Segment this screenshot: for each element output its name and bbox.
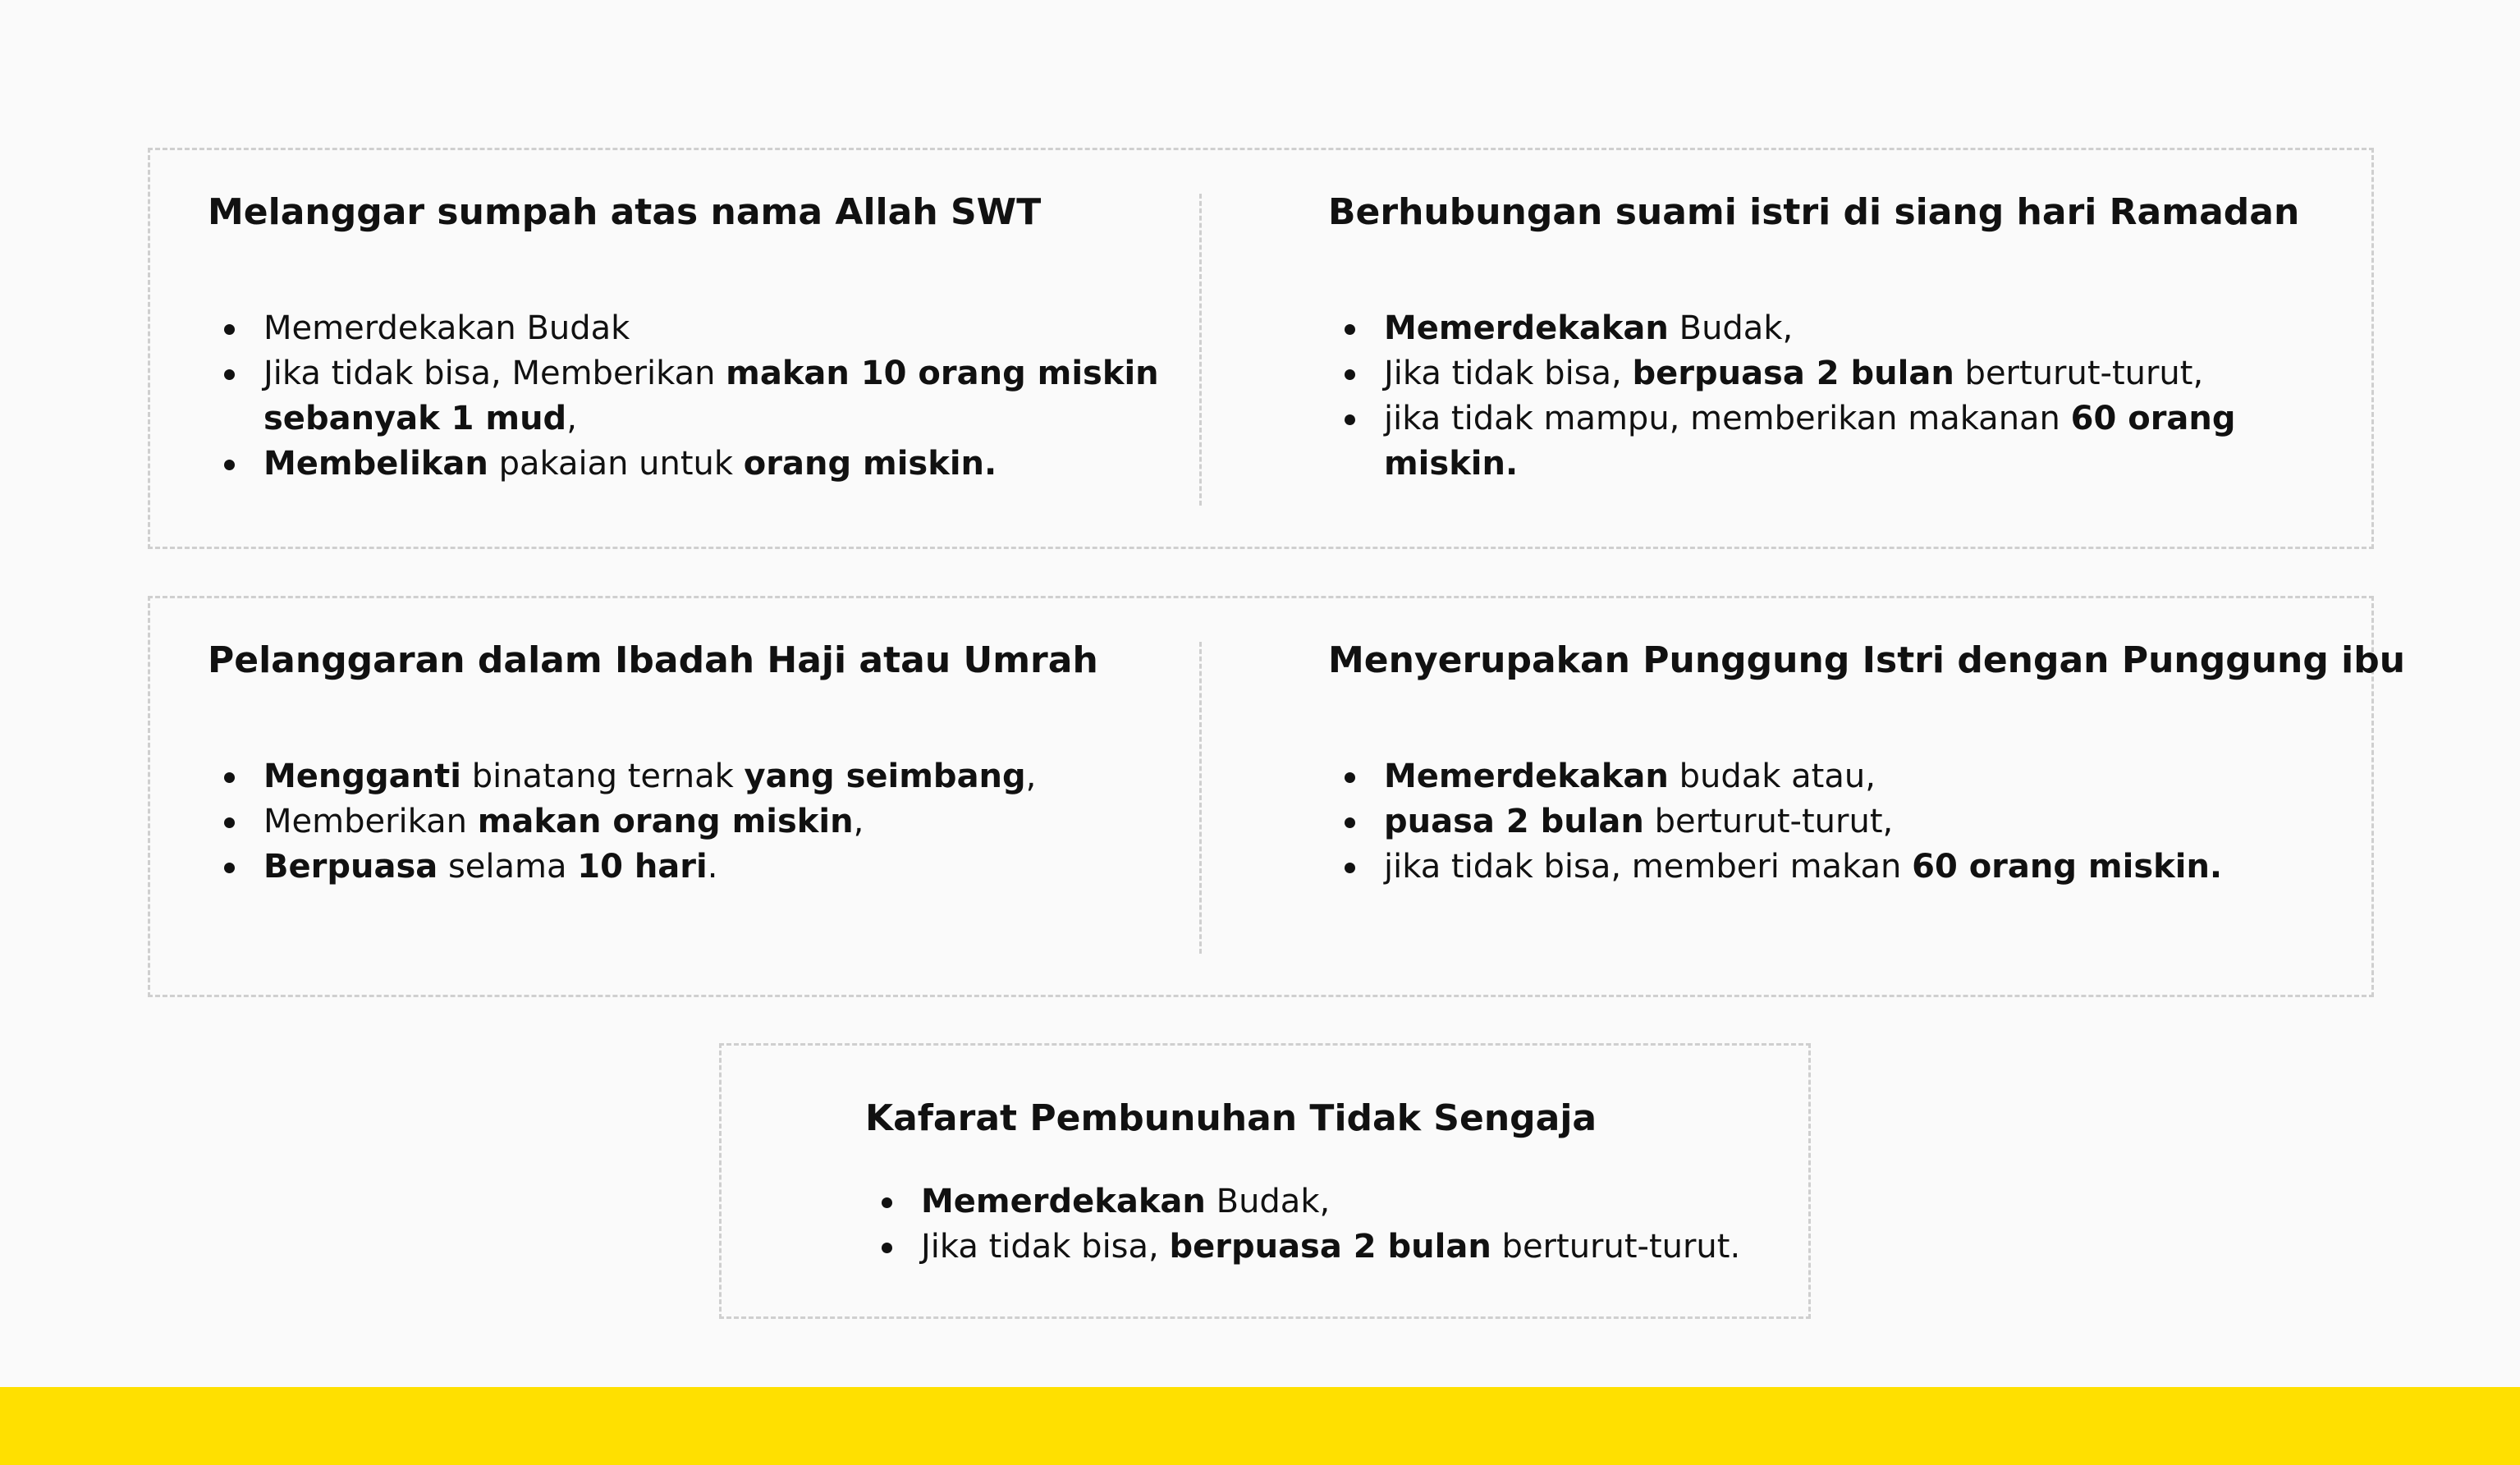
card-top [148, 148, 2374, 549]
item-list [1328, 754, 2362, 890]
bold-text: makan 10 orang miskin sebanyak 1 mud [263, 355, 1159, 437]
bullet-icon [224, 817, 235, 828]
bullet-icon [224, 324, 235, 335]
bullet-icon [882, 1197, 892, 1208]
item-text: Jika tidak bisa, [921, 1228, 1170, 1266]
item-text: , [1025, 758, 1037, 795]
item-text: , [566, 400, 577, 437]
list-item [208, 754, 1160, 799]
footer-accent-bar [0, 1387, 2520, 1465]
section-title: Kafarat Pembunuhan Tidak Sengaja [865, 1097, 1597, 1139]
list-item [208, 799, 1160, 845]
bold-text: Membelikan [263, 445, 488, 483]
item-list [208, 306, 1160, 487]
bullet-icon [224, 772, 235, 783]
bullet-icon [1345, 817, 1355, 828]
bold-text: Memerdekakan [921, 1183, 1206, 1220]
bullet-icon [224, 369, 235, 380]
item-text: berturut-turut, [1643, 803, 1894, 840]
list-item [1328, 845, 2362, 890]
bold-text: Berpuasa [263, 848, 438, 886]
bold-text: berpuasa 2 bulan [1169, 1228, 1491, 1266]
item-text: Jika tidak bisa, Memberikan [263, 355, 726, 392]
item-text: Budak, [1205, 1183, 1331, 1220]
bullet-icon [1345, 772, 1355, 783]
bold-text: 10 hari [577, 848, 708, 886]
card-bottom [719, 1043, 1811, 1319]
list-item [208, 306, 1160, 351]
item-text: Memberikan [263, 803, 478, 840]
item-text: , [853, 803, 864, 840]
list-item [1328, 396, 2362, 487]
column-divider [1199, 194, 1202, 506]
bold-text: 60 orang miskin. [1384, 400, 2236, 483]
list-item [865, 1225, 1768, 1270]
bold-text: Memerdekakan [1384, 309, 1669, 347]
bullet-icon [224, 460, 235, 470]
item-list [865, 1179, 1768, 1270]
list-item [1328, 799, 2362, 845]
list-item [208, 845, 1160, 890]
list-item [1328, 306, 2362, 351]
section-title: Menyerupakan Punggung Istri dengan Punggung ibu [1328, 639, 2406, 681]
bold-text: orang miskin. [743, 445, 997, 483]
section-title: Melanggar sumpah atas nama Allah SWT [208, 191, 1042, 233]
column-divider [1199, 642, 1202, 954]
item-text: berturut-turut. [1491, 1228, 1741, 1266]
list-item [208, 351, 1160, 442]
item-text: berturut-turut, [1954, 355, 2204, 392]
bold-text: puasa 2 bulan [1384, 803, 1644, 840]
bold-text: yang seimbang [744, 758, 1026, 795]
bullet-icon [882, 1243, 892, 1253]
bullet-icon [224, 863, 235, 873]
section-title: Berhubungan suami istri di siang hari Ramadan [1328, 191, 2300, 233]
item-text: pakaian untuk [488, 445, 744, 483]
item-text: selama [438, 848, 578, 886]
item-text: binatang ternak [460, 758, 745, 795]
bullet-icon [1345, 863, 1355, 873]
item-text: jika tidak mampu, memberikan makanan [1384, 400, 2071, 437]
item-text: . [707, 848, 718, 886]
list-item [1328, 351, 2362, 396]
bold-text: makan orang miskin [477, 803, 854, 840]
item-list [208, 754, 1160, 890]
bold-text: Mengganti [263, 758, 461, 795]
section-title: Pelanggaran dalam Ibadah Haji atau Umrah [208, 639, 1098, 681]
bullet-icon [1345, 369, 1355, 380]
item-text: Memerdekakan Budak [263, 309, 630, 347]
item-text: jika tidak bisa, memberi makan [1384, 848, 1913, 886]
list-item [865, 1179, 1768, 1225]
list-item [1328, 754, 2362, 799]
card-middle [148, 596, 2406, 997]
bullet-icon [1345, 414, 1355, 425]
item-text: Budak, [1668, 309, 1794, 347]
item-list [1328, 306, 2362, 487]
list-item [208, 442, 1160, 487]
bold-text: 60 orang miskin. [1912, 848, 2223, 886]
bold-text: berpuasa 2 bulan [1632, 355, 1954, 392]
item-text: Jika tidak bisa, [1384, 355, 1633, 392]
bold-text: Memerdekakan [1384, 758, 1669, 795]
bullet-icon [1345, 324, 1355, 335]
item-text: budak atau, [1668, 758, 1876, 795]
